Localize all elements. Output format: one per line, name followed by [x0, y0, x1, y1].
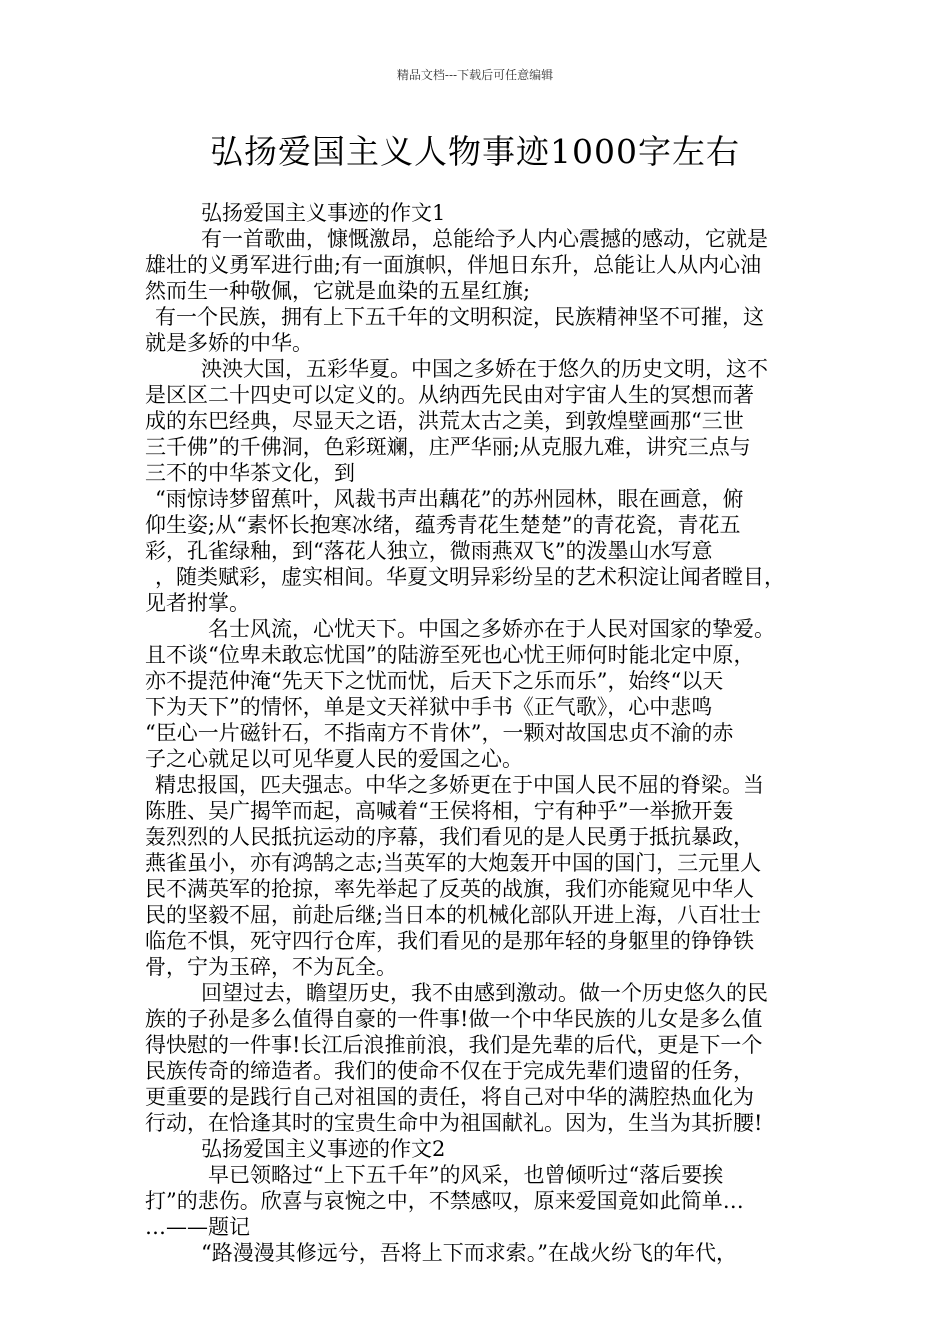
- text-line: “路漫漫其修远兮，吾将上下而求索。”在战火纷飞的年代，: [201, 1241, 737, 1265]
- section-heading: 弘扬爱国主义事迹的作文2: [201, 1137, 446, 1161]
- text-line: 更重要的是践行自己对祖国的责任，将自己对中华的满腔热血化为: [145, 1085, 754, 1109]
- text-line: 仰生姿;从“素怀长抱寒冰绪，蕴秀青花生楚楚”的青花瓷，青花五: [145, 513, 741, 537]
- text-line: 临危不惧，死守四行仓库，我们看见的是那年轻的身躯里的铮铮铁: [145, 929, 754, 953]
- text-line: 族的子孙是多么值得自豪的一件事!做一个中华民族的儿女是多么值: [145, 1007, 763, 1031]
- text-line: 名士风流，心忧天下。中国之多娇亦在于人民对国家的挚爱。: [208, 617, 775, 641]
- text-line: 民的坚毅不屈，前赴后继;当日本的机械化部队开进上海，八百壮士: [145, 903, 762, 927]
- text-line: 且不谈“位卑未敢忘忧国”的陆游至死也心忧王师何时能北定中原，: [145, 643, 755, 667]
- text-line: 子之心就足以可见华夏人民的爱国之心。: [145, 747, 523, 771]
- text-line: 早已领略过“上下五千年”的风采，也曾倾听过“落后要挨: [208, 1163, 724, 1187]
- text-line: 陈胜、吴广揭竿而起，高喊着“王侯将相，宁有种乎”一举掀开轰: [145, 799, 734, 823]
- text-line: 有一首歌曲，慷慨激昂，总能给予人内心震撼的感动，它就是: [201, 227, 768, 251]
- text-line: 是区区二十四史可以定义的。从纳西先民由对宇宙人生的冥想而著: [145, 383, 754, 407]
- text-line: 轰烈烈的人民抵抗运动的序幕，我们看见的是人民勇于抵抗暴政，: [145, 825, 754, 849]
- text-line: 彩，孔雀绿釉，到“落花人独立，微雨燕双飞”的泼墨山水写意: [145, 539, 713, 563]
- text-line: “臣心一片磁针石，不指南方不肯休”，一颗对故国忠贞不渝的赤: [145, 721, 734, 745]
- text-line: 燕雀虽小，亦有鸿鹄之志;当英军的大炮轰开中国的国门，三元里人: [145, 851, 762, 875]
- text-line: ，随类赋彩，虚实相间。华夏文明异彩纷呈的艺术积淀让闻者瞠目，: [155, 565, 785, 589]
- text-line: 骨，宁为玉碎，不为瓦全。: [145, 955, 397, 979]
- text-line: 然而生一种敬佩，它就是血染的五星红旗;: [145, 279, 531, 303]
- section-heading: 弘扬爱国主义事迹的作文1: [201, 201, 446, 225]
- text-line: “雨惊诗梦留蕉叶，风裁书声出藕花”的苏州园林，眼在画意，俯: [155, 487, 744, 511]
- text-line: 打”的悲伤。欣喜与哀惋之中，不禁感叹，原来爱国竟如此简单…: [145, 1189, 744, 1213]
- text-line: 就是多娇的中华。: [145, 331, 313, 355]
- text-line: 三不的中华茶文化，到: [145, 461, 355, 485]
- text-line: 回望过去，瞻望历史，我不由感到激动。做一个历史悠久的民: [201, 981, 768, 1005]
- text-line: 有一个民族，拥有上下五千年的文明积淀，民族精神坚不可摧，这: [155, 305, 764, 329]
- text-line: 精忠报国，匹夫强志。中华之多娇更在于中国人民不屈的脊梁。当: [155, 773, 764, 797]
- document-title: 弘扬爱国主义人物事迹1000字左右: [210, 132, 740, 171]
- text-line: 亦不提范仲淹“先天下之忧而忧，后天下之乐而乐”，始终“以天: [145, 669, 724, 693]
- text-line: 雄壮的义勇军进行曲;有一面旗帜，伴旭日东升，总能让人从内心油: [145, 253, 762, 277]
- text-line: 行动，在恰逢其时的宝贵生命中为祖国献礼。因为，生当为其折腰!: [145, 1111, 763, 1135]
- text-line: 民不满英军的抢掠，率先举起了反英的战旗，我们亦能窥见中华人: [145, 877, 754, 901]
- text-line: 见者拊掌。: [145, 591, 250, 615]
- text-line: 成的东巴经典，尽显天之语，洪荒太古之美，到敦煌壁画那“三世: [145, 409, 744, 433]
- text-line: 民族传奇的缔造者。我们的使命不仅在于完成先辈们遗留的任务，: [145, 1059, 754, 1083]
- text-line: …——题记: [145, 1215, 250, 1239]
- text-line: 下为天下”的情怀，单是文天祥狱中手书《正气歌》，心中悲鸣: [145, 695, 713, 719]
- page-header: 精品文档---下载后可任意编辑: [396, 68, 554, 82]
- document-body: [145, 200, 810, 1266]
- text-line: 三千佛”的千佛洞，色彩斑斓，庄严华丽;从克服九难，讲究三点与: [145, 435, 751, 459]
- text-line: 得快慰的一件事!长江后浪推前浪，我们是先辈的后代，更是下一个: [145, 1033, 763, 1057]
- text-line: 泱泱大国，五彩华夏。中国之多娇在于悠久的历史文明，这不: [201, 357, 768, 381]
